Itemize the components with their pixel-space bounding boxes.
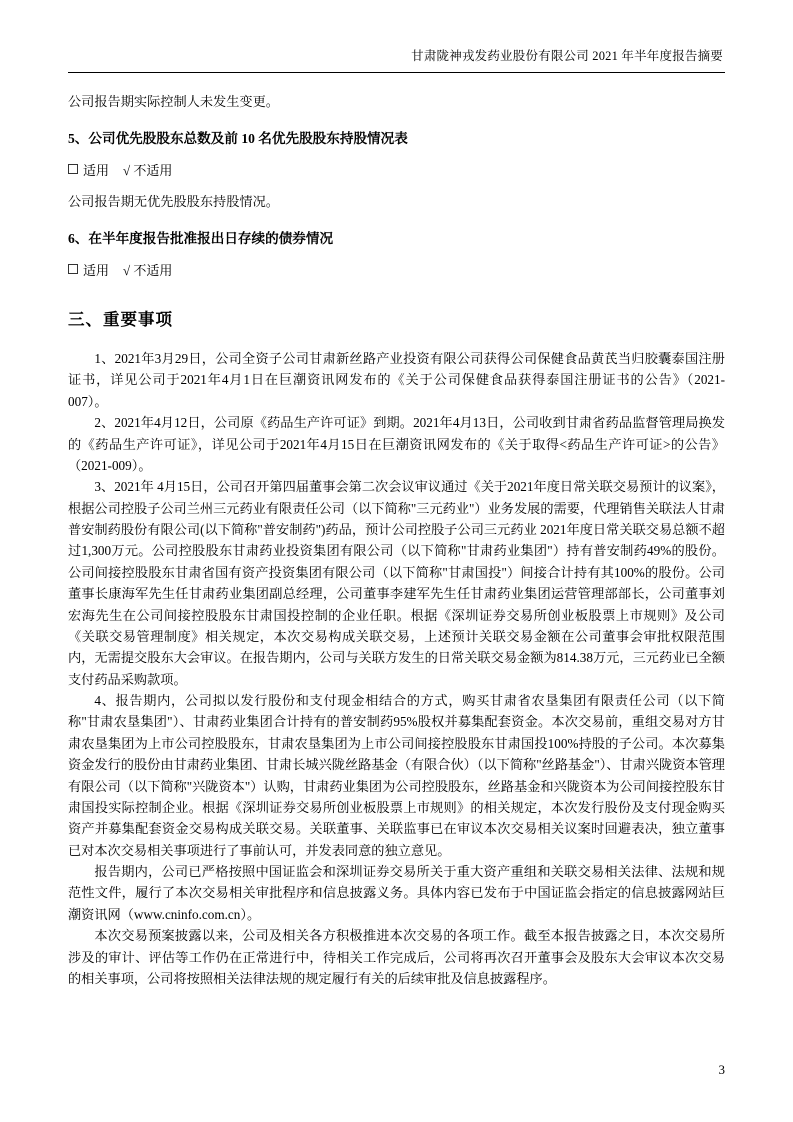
section-6-heading: 6、在半年度报告批准报出日存续的债券情况 xyxy=(68,231,334,247)
section-6-option-applicable: 适用 xyxy=(83,263,110,279)
page-header xyxy=(68,48,725,70)
section-5-option-applicable: 适用 xyxy=(83,162,110,178)
section-5-option-not-applicable: √ 不适用 xyxy=(123,162,173,178)
section-major-heading: 三、重要事项 xyxy=(68,310,173,330)
checkbox-icon[interactable] xyxy=(68,264,78,274)
document-body xyxy=(68,91,725,990)
paragraph-2: 2、2021年4月12日，公司原《药品生产许可证》到期。2021年4月13日，公司收到甘肃省药品监督管理局换发的《药品生产许可证》，详见公司于2021年4月15日在巨潮资讯网发布的《关于取得<药品生产许可证>的公告》（2021-009）。 xyxy=(68,415,725,473)
intro-paragraph: 公司报告期实际控制人未发生变更。 xyxy=(68,93,279,109)
paragraph-5: 报告期内，公司已严格按照中国证监会和深圳证券交易所关于重大资产重组和关联交易相关法律、法规和规范性文件，履行了本次交易相关审批程序和信息披露义务。具体内容已发布于中国证监会指定的信息披露网站巨潮资讯网（www.cninfo.com.cn）。 xyxy=(68,864,725,922)
header-divider xyxy=(68,72,725,73)
paragraph-4: 4、报告期内，公司拟以发行股份和支付现金相结合的方式，购买甘肃省农垦集团有限责任公司（以下简称"甘肃农垦集团"）、甘肃药业集团合计持有的普安制药95%股权并募集配套资金。本次交易前，重组交易对方甘肃农垦集团为上市公司控股股东，甘肃农垦集团为上市公司间接控股股东甘肃国投100%持股的子公司。本次募集资金发行的股份由甘肃药业集团、甘肃长城兴陇丝路基金（有限合伙）（以下简称"丝路基金"）、甘肃兴陇资本管理有限公司（以下简称"兴陇资本"）认购，甘肃药业集团为公司控股股东，丝路基金和兴陇资本为公司间接控股东甘肃国投实际控制企业。根据《深圳证券交易所创业板股票上市规则》的相关规定，本次发行股份及支付现金购买资产并募集配套资金交易构成关联交易。关联董事、关联监事已在审议本次交易相关议案时回避表决，独立董事已对本次交易相关事项进行了事前认可，并发表同意的独立意见。 xyxy=(68,693,725,858)
paragraph-1: 1、2021年3月29日，公司全资子公司甘肃新丝路产业投资有限公司获得公司保健食品黄芪当归胶囊泰国注册证书，详见公司于2021年4月1日在巨潮资讯网发布的《关于公司保健食品获得泰国注册证书的公告》（2021-007）。 xyxy=(68,351,725,409)
paragraph-3: 3、2021年 4月15日，公司召开第四届董事会第二次会议审议通过《关于2021年度日常关联交易预计的议案》，根据公司控股子公司兰州三元药业有限责任公司（以下简称"三元药业"）业务发展的需要，代理销售关联法人甘肃普安制药股份有限公司(以下简称"普安制药")药品，预计公司控股子公司三元药业 2021年度日常关联交易总额不超过1,300万元。公司控股股东甘肃药业投资集团有限公司（以下简称"甘肃药业集团"）持有普安制药49%的股份。公司间接控股股东甘肃省国有资产投资集团有限公司（以下简称"甘肃国投"）间接合计持有其100%的股份。公司董事长康海军先生任甘肃药业集团副总经理，公司董事李建军先生任甘肃药业集团运营管理部部长，公司董事刘宏海先生在公司间接控股股东甘肃国投控制的企业任职。根据《深圳证券交易所创业板股票上市规则》及公司《关联交易管理制度》相关规定，本次交易构成关联交易，上述预计关联交易金额在公司董事会审批权限范围内，无需提交股东大会审议。在报告期内，公司与关联方发生的日常关联交易金额为814.38万元，三元药业已全额支付药品采购款项。 xyxy=(68,479,725,687)
section-6-option-not-applicable: √ 不适用 xyxy=(123,263,173,279)
section-5-note: 公司报告期无优先股股东持股情况。 xyxy=(68,193,279,209)
major-events-paragraphs xyxy=(68,348,725,989)
header-title: 甘肃陇神戎发药业股份有限公司 2021 年半年度报告摘要 xyxy=(411,49,723,63)
paragraph-6: 本次交易预案披露以来，公司及相关各方积极推进本次交易的各项工作。截至本报告披露之日，本次交易所涉及的审计、评估等工作仍在正常进行中，待相关工作完成后，公司将再次召开董事会及股东大会审议本次交易的相关事项，公司将按照相关法律法规的规定履行有关的后续审批及信息披露程序。 xyxy=(68,928,725,986)
section-5-heading: 5、公司优先股股东总数及前 10 名优先股股东持股情况表 xyxy=(68,130,408,146)
page-number: 3 xyxy=(718,1062,725,1077)
checkbox-icon[interactable] xyxy=(68,164,78,174)
section-6-options xyxy=(68,260,725,281)
section-5-options xyxy=(68,160,725,181)
